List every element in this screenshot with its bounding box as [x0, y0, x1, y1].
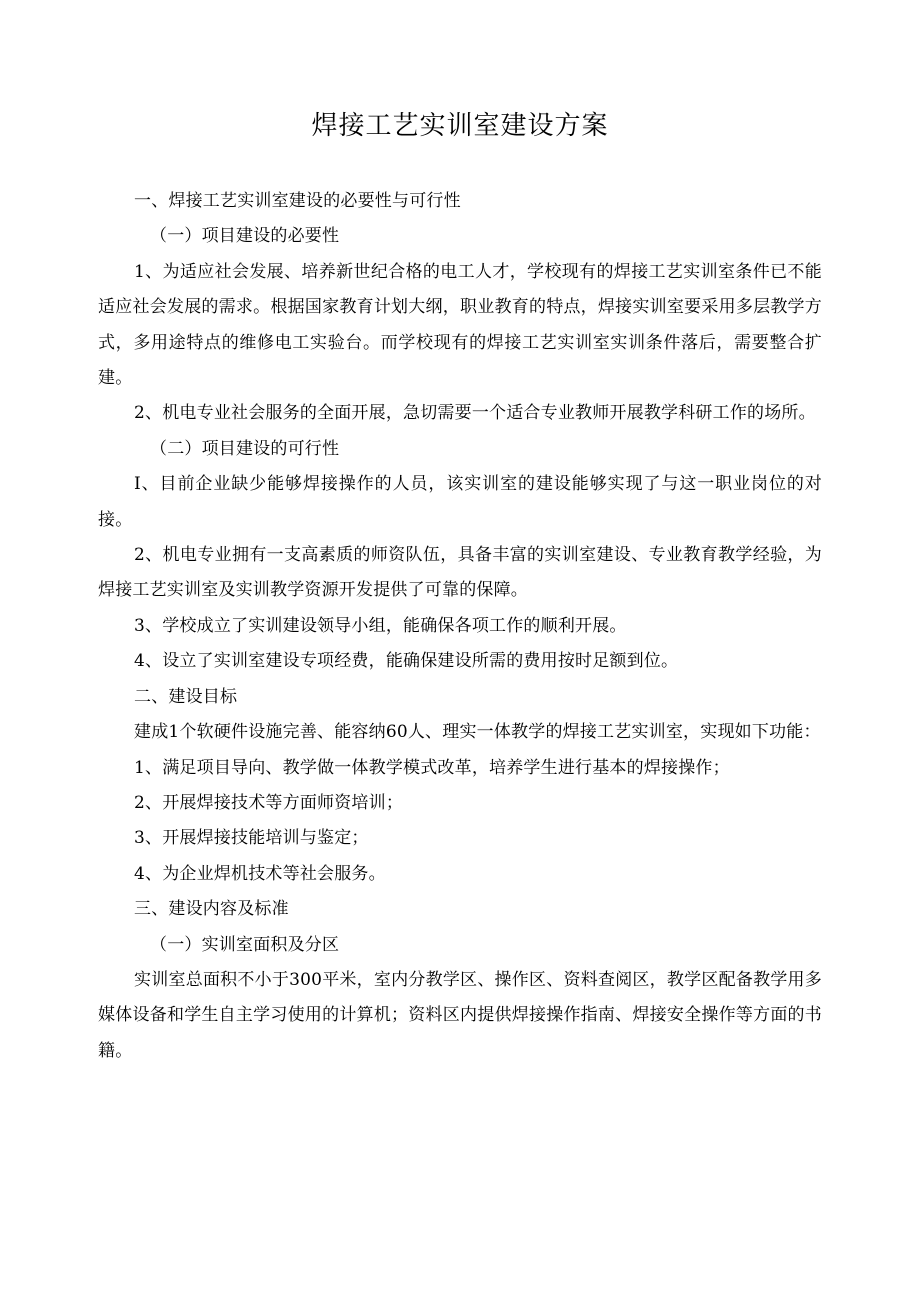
- subsection-heading: （二）项目建设的可行性: [150, 438, 340, 459]
- body-paragraph: 2、机电专业社会服务的全面开展，急切需要一个适合专业教师开展教学科研工作的场所。: [134, 403, 816, 424]
- document-body: [98, 184, 822, 1069]
- body-paragraph: 3、学校成立了实训建设领导小组，能确保各项工作的顺利开展。: [134, 615, 627, 636]
- body-paragraph: 2、机电专业拥有一支高素质的师资队伍，具备丰富的实训室建设、专业教育教学经验，为焊接工艺实训室及实训教学资源开发提供了可靠的保障。: [98, 545, 822, 601]
- body-paragraph: 1、为适应社会发展、培养新世纪合格的电工人才，学校现有的焊接工艺实训室条件已不能适应社会发展的需求。根据国家教育计划大纲，职业教育的特点，焊接实训室要采用多层教学方式，多用途特点的维修电工实验台。而学校现有的焊接工艺实训室实训条件落后，需要整合扩建。: [98, 261, 822, 389]
- document-title: 焊接工艺实训室建设方案: [311, 111, 609, 141]
- section-heading: 二、建设目标: [134, 686, 238, 707]
- body-paragraph: I、目前企业缺少能够焊接操作的人员，该实训室的建设能够实现了与这一职业岗位的对接。: [98, 474, 822, 530]
- body-paragraph: 建成1个软硬件设施完善、能容纳60人、理实一体教学的焊接工艺实训室，实现如下功能：: [134, 722, 821, 743]
- section-heading: 一、焊接工艺实训室建设的必要性与可行性: [134, 191, 461, 211]
- body-paragraph: 3、开展焊接技能培训与鉴定；: [134, 828, 369, 849]
- subsection-heading: （一）实训室面积及分区: [150, 934, 340, 955]
- body-paragraph: 实训室总面积不小于300平米，室内分教学区、操作区、资料查阅区，教学区配备教学用多媒体设备和学生自主学习使用的计算机；资料区内提供焊接操作指南、焊接安全操作等方面的书籍。: [98, 969, 822, 1061]
- body-paragraph: 4、设立了实训室建设专项经费，能确保建设所需的费用按时足额到位。: [134, 651, 679, 672]
- subsection-heading: （一）项目建设的必要性: [150, 226, 340, 247]
- body-paragraph: 1、满足项目导向、教学做一体教学模式改革，培养学生进行基本的焊接操作；: [134, 757, 730, 778]
- body-paragraph: 2、开展焊接技术等方面师资培训；: [134, 792, 404, 813]
- section-heading: 三、建设内容及标准: [134, 899, 289, 920]
- body-paragraph: 4、为企业焊机技术等社会服务。: [134, 863, 386, 884]
